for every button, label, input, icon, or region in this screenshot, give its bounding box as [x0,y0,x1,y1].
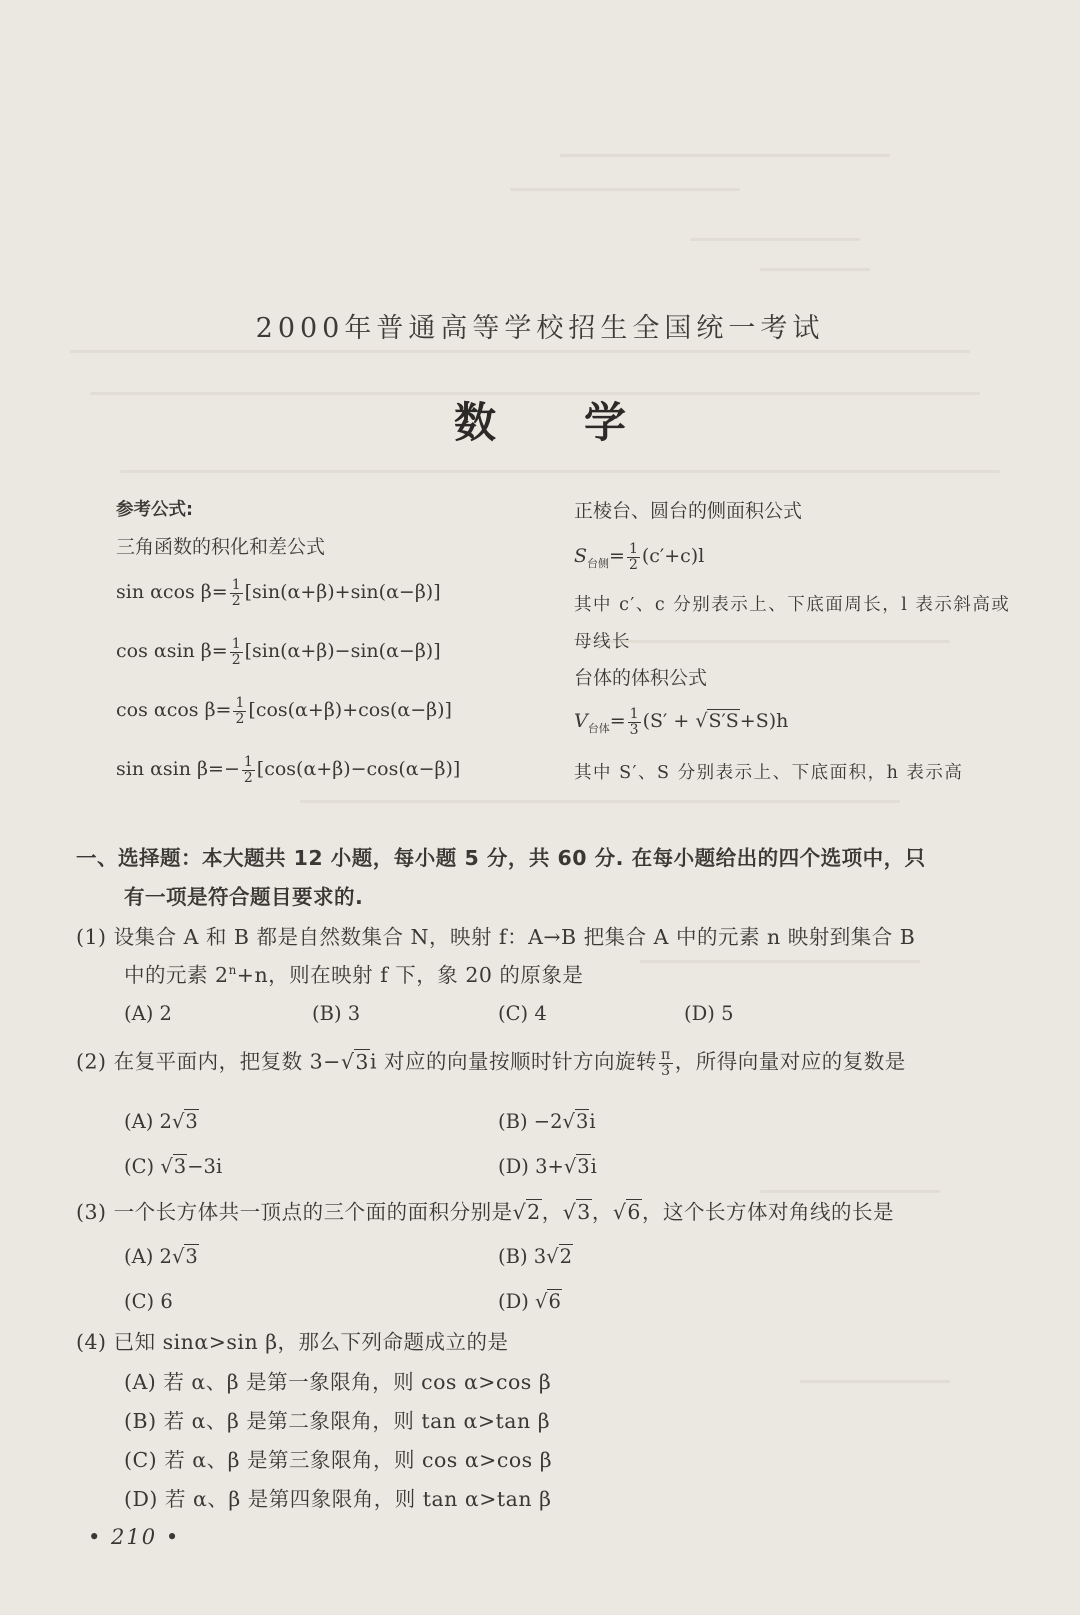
bleed-through-line [120,470,1000,473]
frustum-area-heading: 正棱台、圆台的侧面积公式 [574,500,803,522]
trig-formula-1: sin αcos β= $\frac{1}{2}$ [sin(α+β)+sin(α−β)] [116,577,441,609]
question-1-cont: 中的元素 $2^n+n$，则在映射 f 下，象 20 的原象是 [124,963,584,987]
question-number: (3) [76,1200,107,1224]
question-4-option: (B) 若 α、β 是第二象限角，则 tan α>tan β [124,1409,551,1433]
frustum-area-formula: $S_{台侧}=$ $\frac{1}{2}$ (c′+c)l [574,541,705,573]
question-number: (4) [76,1330,107,1354]
question-4-option: (C) 若 α、β 是第三象限角，则 cos α>cos β [124,1448,553,1472]
frustum-volume-formula: $V_{台体}=$ $\frac{1}{3}$ (S′ + √S′S+S)h [574,706,789,738]
bleed-through-line [690,238,860,241]
question-1-option: (A) 2 [124,1002,172,1025]
bleed-through-line [760,268,870,271]
page-number: • 210 • [88,1525,181,1549]
question-2-option: (B) −2√3i [498,1110,596,1133]
bleed-through-line [510,188,740,191]
frustum-volume-heading: 台体的体积公式 [574,667,708,689]
formula-heading: 参考公式: [116,500,193,520]
question-2-option: (C) √3−3i [124,1155,223,1178]
frustum-volume-note: 其中 S′、S 分别表示上、下底面积，h 表示高 [574,763,964,783]
question-4-option: (D) 若 α、β 是第四象限角，则 tan α>tan β [124,1487,552,1511]
question-3-option: (B) 3√2 [498,1245,573,1268]
question-1-option: (C) 4 [498,1002,547,1025]
trig-formula-3: cos αcos β= $\frac{1}{2}$ [cos(α+β)+cos(α−β)] [116,695,452,727]
question-1-option: (D) 5 [684,1002,734,1025]
question-1-option: (B) 3 [312,1002,361,1025]
exam-title: 2000年普通高等学校招生全国统一考试 [255,313,825,344]
question-2: (2) 在复平面内，把复数 3−√3i 对应的向量按顺时针方向旋转 $\frac{\pi}{3}$ ，所得向量对应的复数是 [76,1047,906,1079]
question-number: (2) [76,1049,107,1074]
question-3: (3) 一个长方体共一顶点的三个面的面积分别是√2，√3，√6，这个长方体对角线的长是 [76,1200,894,1224]
section-heading: 一、选择题：本大题共 12 小题，每小题 5 分，共 60 分. 在每小题给出的四个选项中，只 [76,846,926,870]
bleed-through-line [560,154,890,157]
trig-formula-4: sin αsin β=− $\frac{1}{2}$ [cos(α+β)−cos(α−β)] [116,754,461,786]
question-number: (1) [76,925,107,949]
bleed-through-line [70,350,970,353]
frustum-area-note-cont: 母线长 [574,632,631,652]
question-1: (1) 设集合 A 和 B 都是自然数集合 N，映射 f：A→B 把集合 A 中的元素 n 映射到集合 B [76,925,916,949]
section-heading-cont: 有一项是符合题目要求的. [124,885,364,909]
question-2-option: (A) 2√3 [124,1110,198,1133]
bleed-through-line [800,1380,950,1383]
bleed-through-line [300,800,900,803]
question-4: (4) 已知 sinα>sin β，那么下列命题成立的是 [76,1330,509,1354]
trig-heading: 三角函数的积化和差公式 [116,536,326,558]
trig-formula-2: cos αsin β= $\frac{1}{2}$ [sin(α+β)−sin(α−β)] [116,636,441,668]
subject-char: 学 [584,398,627,447]
question-2-option: (D) 3+√3i [498,1155,597,1178]
frustum-area-note: 其中 c′、c 分别表示上、下底面周长，l 表示斜高或 [574,595,1011,615]
subject-char: 数 [453,398,496,447]
question-3-option: (C) 6 [124,1290,173,1313]
subject-title [0,390,1080,450]
bleed-through-line [640,960,920,963]
question-3-option: (D) √6 [498,1290,561,1313]
bleed-through-line [760,1190,940,1193]
bleed-through-line [590,640,950,643]
question-4-option: (A) 若 α、β 是第一象限角，则 cos α>cos β [124,1370,552,1394]
question-3-option: (A) 2√3 [124,1245,198,1268]
